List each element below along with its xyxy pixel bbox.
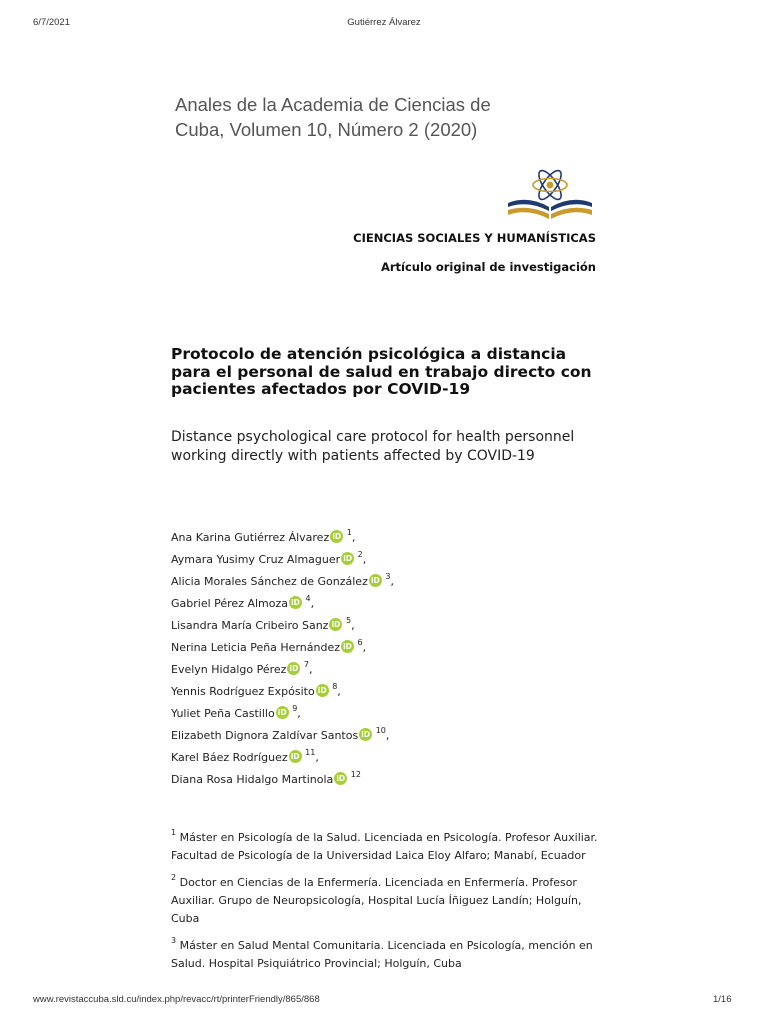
author-separator: , [362,641,367,654]
author-name[interactable]: Elizabeth Dignora Zaldívar Santos [171,729,359,742]
author-separator: , [362,553,367,566]
author-item [171,632,394,654]
author-affiliation-number: 10 [375,726,386,735]
author-affiliation-number: 12 [350,770,361,779]
author-affiliation-number: 3 [385,572,391,581]
author-affiliation-number: 9 [292,704,298,713]
author-separator: , [310,597,315,610]
affiliation-number: 3 [171,936,177,945]
author-affiliation-number: 7 [303,660,310,669]
affiliation-list [171,824,611,977]
orcid-icon[interactable]: iD [369,574,382,587]
affiliation-text: Máster en Psicología de la Salud. Licenciada en Psicología. Profesor Auxiliar. Facultad de Psicología de la Universidad Laica Eloy Alfaro; Manabí, Ecuador [171,831,598,862]
affiliation-text: Máster en Salud Mental Comunitaria. Licenciada en Psicología, mención en Salud. Hospital Psiquiátrico Provincial; Holguín, Cuba [171,939,593,970]
author-item [171,654,394,676]
author-item [171,588,394,610]
author-name[interactable]: Karel Báez Rodríguez [171,751,288,764]
author-name[interactable]: Yuliet Peña Castillo [171,707,275,720]
author-separator: , [297,707,301,720]
author-item [171,566,394,588]
author-item [171,764,394,786]
affiliation-item [171,824,611,865]
orcid-icon[interactable]: iD [329,618,342,631]
author-separator: , [385,729,390,742]
orcid-icon[interactable]: iD [289,750,302,763]
print-date: 6/7/2021 [33,17,70,28]
affiliation-number: 2 [171,873,177,882]
orcid-icon[interactable]: iD [276,706,289,719]
author-name[interactable]: Aymara Yusimy Cruz Almaguer [171,553,341,566]
author-item [171,676,394,698]
orcid-icon[interactable]: iD [316,684,329,697]
orcid-icon[interactable]: iD [330,530,343,543]
author-item [171,544,394,566]
affiliation-number: 1 [171,828,177,837]
author-affiliation-number: 4 [305,594,311,603]
author-affiliation-number: 11 [305,748,316,757]
author-separator: , [337,685,341,698]
author-name[interactable]: Alicia Morales Sánchez de González [171,575,368,588]
section-name: CIENCIAS SOCIALES Y HUMANÍSTICAS [353,231,596,245]
author-name[interactable]: Lisandra María Cribeiro Sanz [171,619,329,632]
author-item [171,610,394,632]
orcid-icon[interactable]: iD [341,640,354,653]
author-separator: , [351,531,356,544]
orcid-icon[interactable]: iD [359,728,372,741]
author-affiliation-number: 1 [346,528,352,537]
author-item [171,522,394,544]
print-header-title: Gutiérrez Álvarez [347,17,421,28]
affiliation-item [171,869,611,928]
author-name[interactable]: Gabriel Pérez Almoza [171,597,289,610]
author-item [171,742,394,764]
author-separator: , [315,751,319,764]
journal-citation: Anales de la Academia de Ciencias de Cuba, Volumen 10, Número 2 (2020) [175,94,491,140]
author-separator: , [309,663,313,676]
author-affiliation-number: 6 [357,638,363,647]
author-affiliation-number: 8 [332,682,338,691]
affiliation-item [171,932,611,973]
orcid-icon[interactable]: iD [289,596,302,609]
author-separator: , [351,619,355,632]
footer-url: www.revistaccuba.sld.cu/index.php/revacc/rt/printerFriendly/865/868 [33,994,320,1005]
author-name[interactable]: Nerina Leticia Peña Hernández [171,641,340,654]
author-affiliation-number: 2 [357,550,363,559]
orcid-icon[interactable]: iD [334,772,347,785]
author-item [171,698,394,720]
academy-logo [504,163,596,225]
article-type: Artículo original de investigación [380,260,596,274]
page-number: 1/16 [713,994,732,1005]
author-list [171,522,394,786]
author-affiliation-number: 5 [345,616,352,625]
affiliation-text: Doctor en Ciencias de la Enfermería. Licenciada en Enfermería. Profesor Auxiliar. Grupo de Neuropsicología, Hospital Lucía Íñiguez Landín; Holguín, Cuba [171,876,582,925]
article-title-es: Protocolo de atención psicológica a distancia para el personal de salud en trabajo directo con pacientes afectados por COVID-19 [171,345,592,398]
author-name[interactable]: Diana Rosa Hidalgo Martinola [171,773,334,786]
article-title-en: Distance psychological care protocol for health personnel working directly with patients affected by COVID-19 [171,429,575,464]
author-name[interactable]: Evelyn Hidalgo Pérez [171,663,287,676]
author-name[interactable]: Ana Karina Gutiérrez Álvarez [171,531,330,544]
author-separator: , [390,575,394,588]
author-item [171,720,394,742]
orcid-icon[interactable]: iD [341,552,354,565]
orcid-icon[interactable]: iD [287,662,300,675]
author-name[interactable]: Yennis Rodríguez Expósito [171,685,315,698]
